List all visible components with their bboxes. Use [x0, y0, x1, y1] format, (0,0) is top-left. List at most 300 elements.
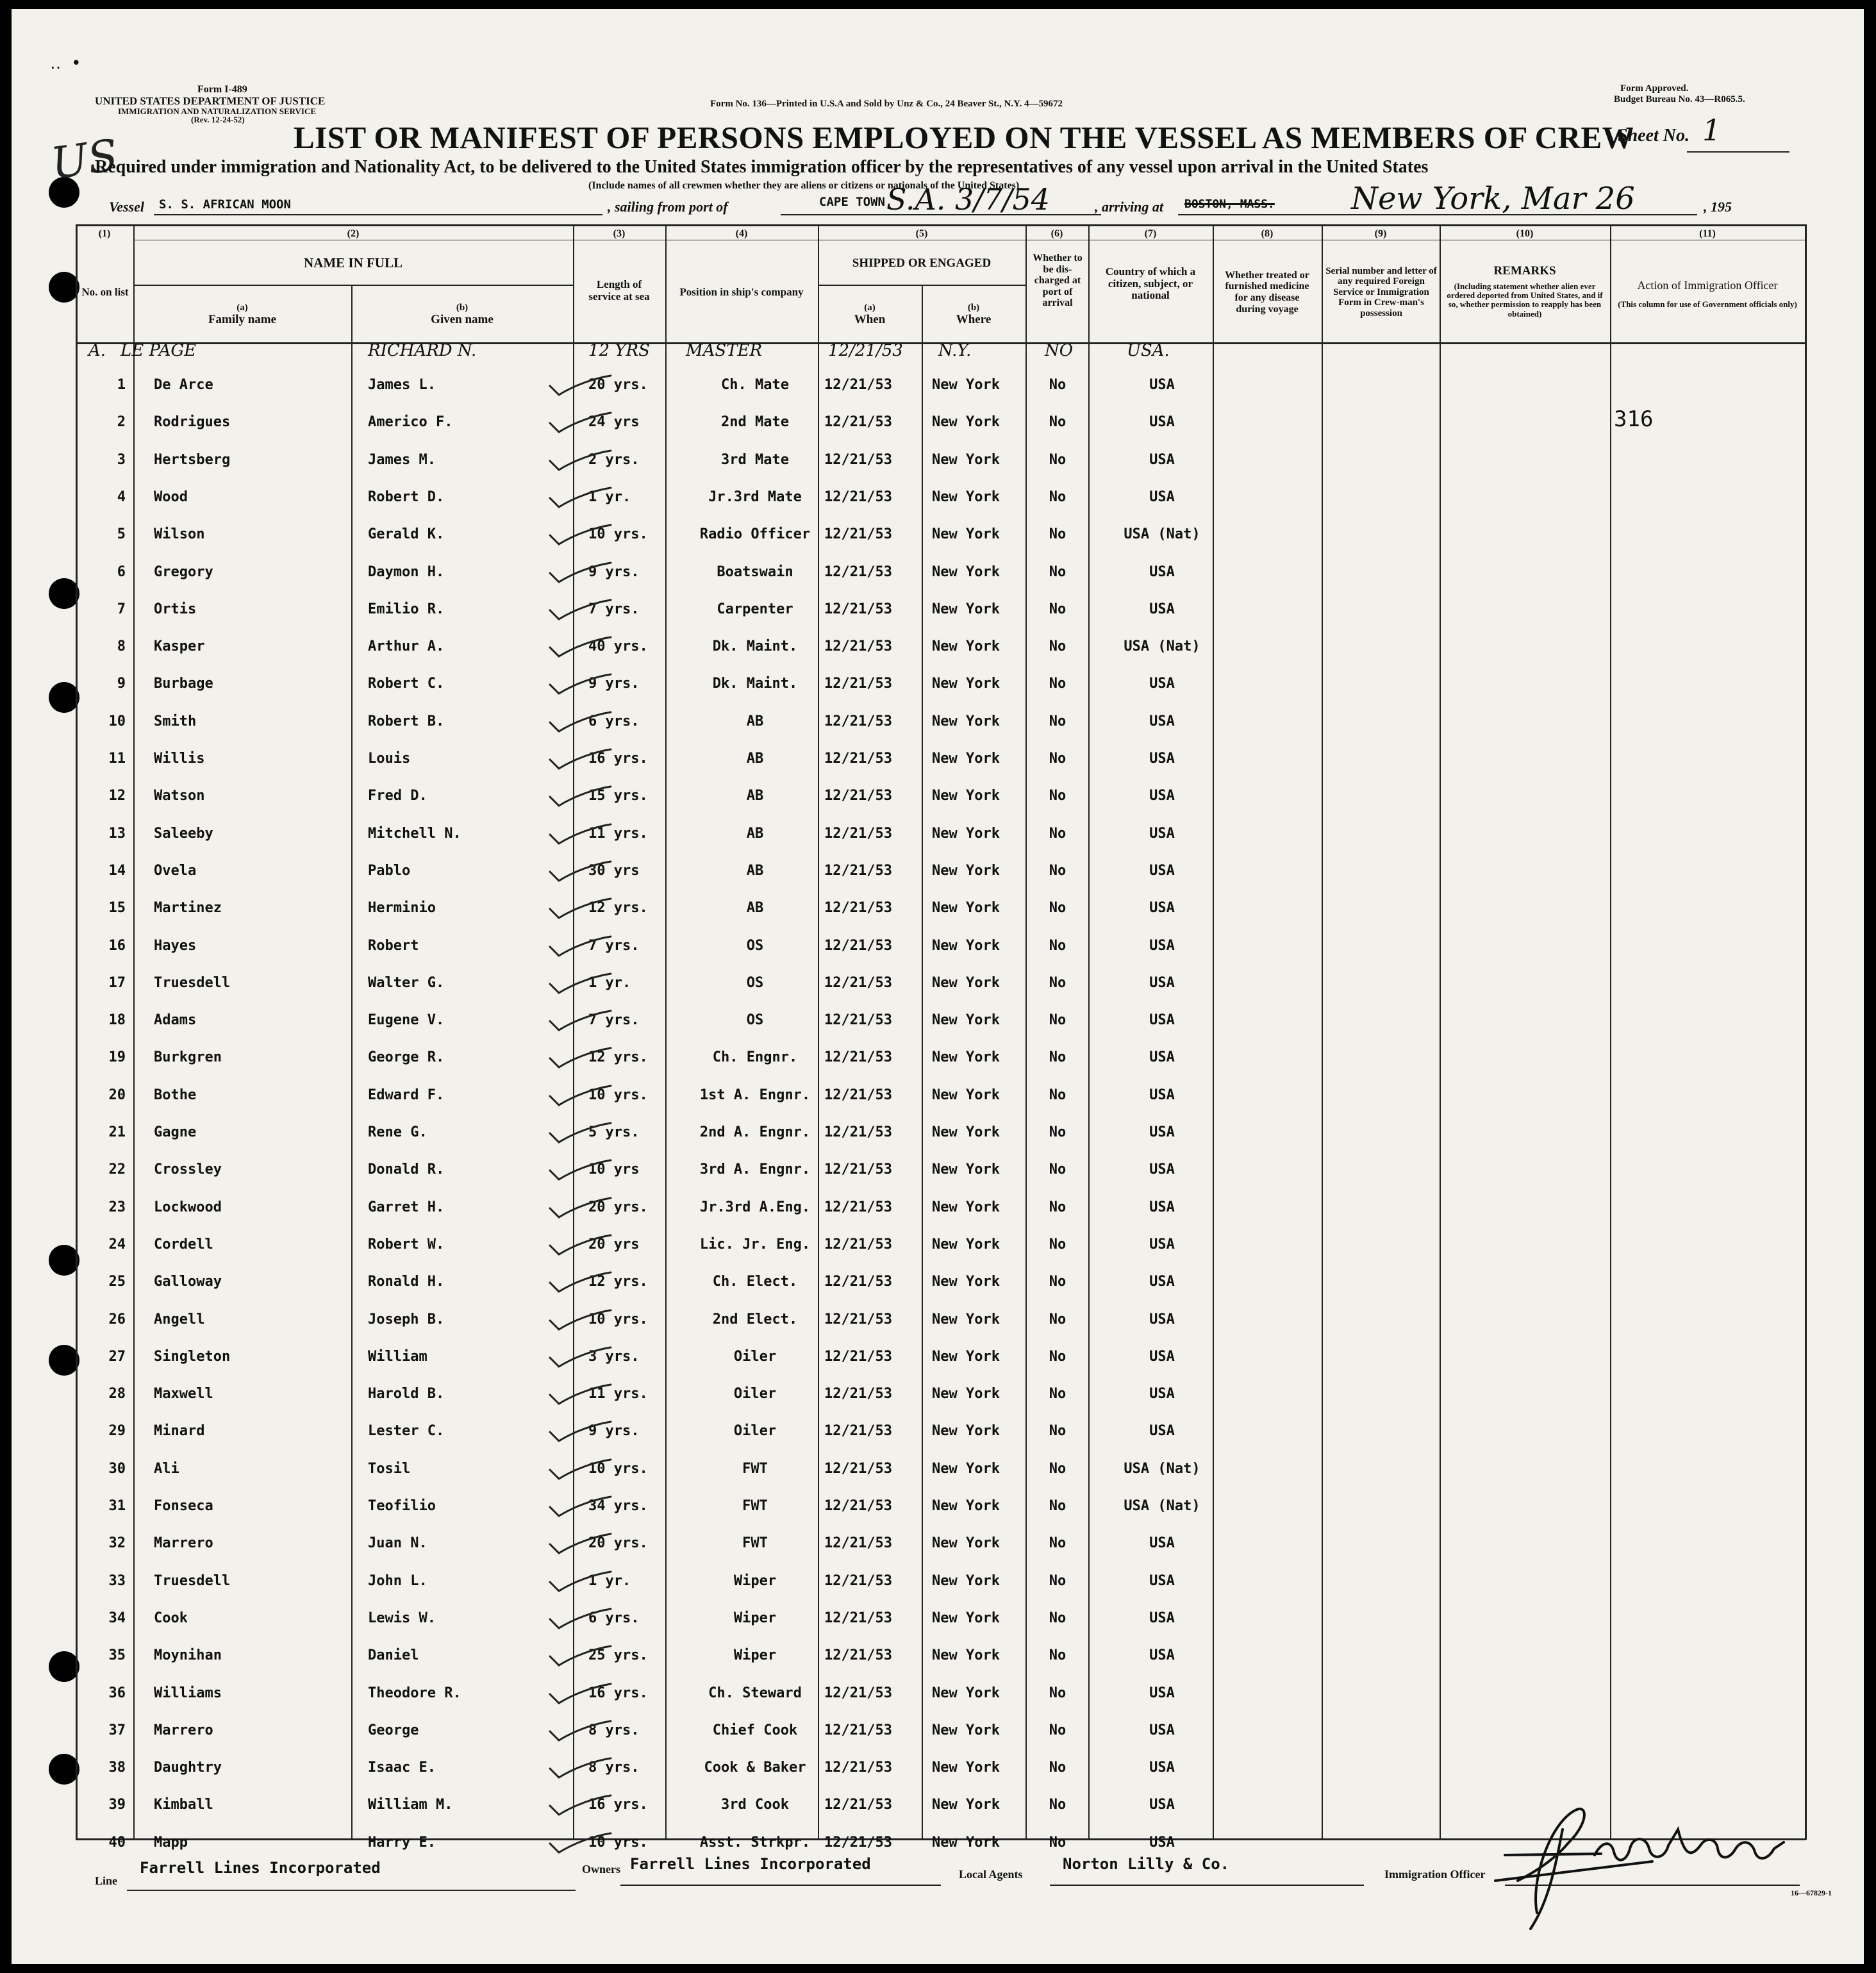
check-mark-icon: [544, 1418, 614, 1444]
length-of-service: 3 yrs.: [588, 1348, 640, 1365]
shipped-when: 12/21/53: [824, 788, 892, 804]
shipped-where: New York: [932, 1199, 1000, 1215]
table-row: [12, 1229, 1864, 1266]
given-name: Garret H.: [368, 1199, 445, 1215]
family-name: Bothe: [154, 1086, 197, 1103]
row-number: 26: [108, 1311, 126, 1328]
nationality: USA: [1149, 451, 1175, 468]
family-name: Martinez: [154, 900, 222, 917]
port-of-departure: CAPE TOWN: [819, 195, 885, 209]
row-number: 28: [108, 1386, 126, 1403]
shipped-where: New York: [932, 1012, 1000, 1029]
position: Wiper: [733, 1647, 777, 1664]
discharged: No: [1049, 1647, 1067, 1664]
discharged: No: [1049, 1274, 1067, 1290]
owners-value: Farrell Lines Incorporated: [630, 1855, 871, 1873]
year-label: , 195: [1704, 199, 1732, 215]
shipped-where: New York: [932, 1311, 1000, 1328]
discharged: No: [1049, 488, 1067, 505]
row-number: 3: [117, 451, 126, 468]
shipped-where: New York: [932, 1348, 1000, 1365]
check-mark-icon: [544, 820, 614, 846]
family-name: Adams: [154, 1012, 197, 1029]
row-number: 8: [117, 638, 126, 655]
row-number: 7: [117, 601, 126, 617]
discharged: No: [1049, 1161, 1067, 1178]
position: Chief Cook: [712, 1722, 798, 1738]
corner-marks: ‥ •: [50, 54, 81, 73]
length-of-service: 15 yrs.: [588, 788, 648, 804]
length-of-service: 1 yr.: [588, 974, 631, 991]
row-number: 12: [108, 788, 126, 804]
family-name: Angell: [154, 1311, 205, 1328]
discharged: No: [1049, 1348, 1067, 1365]
shipped-when: 12/21/53: [824, 1722, 892, 1738]
table-row: [12, 892, 1864, 929]
discharged: No: [1049, 601, 1067, 617]
check-mark-icon: [544, 1642, 614, 1668]
line-value: Farrell Lines Incorporated: [140, 1859, 381, 1877]
nationality: USA: [1149, 751, 1175, 767]
shipped-where: New York: [932, 601, 1000, 617]
row-number: 31: [108, 1498, 126, 1514]
service-name: IMMIGRATION AND NATURALIZATION SERVICE: [118, 106, 317, 116]
check-mark-icon: [544, 447, 614, 472]
given-name: George R.: [368, 1049, 445, 1066]
shipped-when: 12/21/53: [824, 1797, 892, 1813]
given-name: John L.: [368, 1572, 427, 1589]
shipped-when: 12/21/53: [824, 1760, 892, 1776]
position: FWT: [742, 1498, 768, 1514]
subnote: (Include names of all crewmen whether they are aliens or citizens or nationals of the United States): [588, 180, 1020, 191]
row-number: 1: [117, 377, 126, 393]
shipped-where: New York: [932, 414, 1000, 431]
shipped-when: 12/21/53: [824, 1647, 892, 1664]
row-number: 20: [108, 1086, 126, 1103]
header-remarks-title: REMARKS: [1493, 263, 1556, 278]
row-number: 22: [108, 1161, 126, 1178]
stamped-number: 316: [1614, 406, 1654, 432]
shipped-where: New York: [932, 1460, 1000, 1477]
check-mark-icon: [544, 1044, 614, 1070]
shipped-where: New York: [932, 788, 1000, 804]
given-name: Harold B.: [368, 1386, 445, 1403]
position: 3rd A. Engnr.: [699, 1161, 811, 1178]
header-given-label: Given name: [431, 312, 494, 326]
nationality: USA: [1149, 1610, 1175, 1626]
nationality: USA: [1149, 1161, 1175, 1178]
discharged: No: [1049, 974, 1067, 991]
shipped-where: New York: [932, 1797, 1000, 1813]
check-mark-icon: [544, 670, 614, 696]
given-name: Teofilio: [368, 1498, 436, 1514]
shipped-when: 12/21/53: [824, 1124, 892, 1140]
given-name: Daniel: [368, 1647, 419, 1664]
discharged: No: [1049, 1834, 1067, 1851]
header-action: [1616, 246, 1798, 342]
header-shipped-or-engaged: SHIPPED OR ENGAGED: [852, 256, 992, 270]
discharged: No: [1049, 1199, 1067, 1215]
position: AB: [746, 788, 764, 804]
discharged: No: [1049, 414, 1067, 431]
shipped-where: New York: [932, 1236, 1000, 1253]
discharged: No: [1049, 526, 1067, 543]
header-when-sub: (a): [864, 303, 876, 313]
shipped-where: New York: [932, 1161, 1000, 1178]
owners-label: Owners: [582, 1863, 620, 1876]
vessel-label: Vessel: [109, 199, 144, 215]
given-name: Harry E.: [368, 1834, 436, 1851]
check-mark-icon: [544, 1456, 614, 1481]
sheet-number-label: Sheet No.: [1618, 126, 1689, 146]
nationality: USA: [1149, 1535, 1175, 1552]
shipped-when: 12/21/53: [824, 1236, 892, 1253]
length-of-service: 20 yrs.: [588, 1535, 648, 1552]
family-name: Gregory: [154, 563, 213, 580]
table-row: [12, 1378, 1864, 1415]
table-row: [12, 780, 1864, 817]
discharged: No: [1049, 862, 1067, 879]
discharged: No: [1049, 1572, 1067, 1589]
nationality: USA: [1149, 862, 1175, 879]
nationality: USA: [1149, 713, 1175, 729]
shipped-when: 12/21/53: [824, 451, 892, 468]
shipped-where: New York: [932, 1049, 1000, 1066]
owners-underline: [620, 1885, 941, 1886]
table-row: [12, 1154, 1864, 1191]
shipped-when: 12/21/53: [824, 1685, 892, 1701]
family-name: Ovela: [154, 862, 197, 879]
check-mark-icon: [544, 708, 614, 734]
position: Wiper: [733, 1610, 777, 1626]
nationality: USA: [1149, 1348, 1175, 1365]
approval-block: [1614, 83, 1745, 106]
table-row: [12, 1117, 1864, 1154]
master-given: RICHARD N.: [368, 341, 477, 360]
row-number: 24: [108, 1236, 126, 1253]
given-name: Robert W.: [368, 1236, 445, 1253]
shipped-when: 12/21/53: [824, 1834, 892, 1851]
family-name: Crossley: [154, 1161, 222, 1178]
given-name: Juan N.: [368, 1535, 427, 1552]
check-mark-icon: [544, 858, 614, 883]
position: Lic. Jr. Eng.: [699, 1236, 811, 1253]
shipped-when: 12/21/53: [824, 1086, 892, 1103]
table-row: [12, 481, 1864, 519]
position: Dk. Maint.: [712, 676, 798, 692]
check-mark-icon: [544, 409, 614, 435]
header-family-label: Family name: [208, 312, 277, 326]
table-row: [12, 1415, 1864, 1453]
discharged: No: [1049, 1311, 1067, 1328]
check-mark-icon: [544, 1605, 614, 1631]
nationality: USA: [1149, 563, 1175, 580]
shipped-where: New York: [932, 1685, 1000, 1701]
check-mark-icon: [544, 1530, 614, 1556]
given-name: Edward F.: [368, 1086, 445, 1103]
master-when: 12/21/53: [828, 341, 903, 360]
sheet-number-value: 1: [1702, 113, 1722, 147]
given-name: William M.: [368, 1797, 453, 1813]
length-of-service: 7 yrs.: [588, 1012, 640, 1029]
family-name: Willis: [154, 751, 205, 767]
discharged: No: [1049, 638, 1067, 655]
shipped-where: New York: [932, 1722, 1000, 1738]
shipped-when: 12/21/53: [824, 414, 892, 431]
given-name: Daymon H.: [368, 563, 445, 580]
header-remarks-note: (Including statement whether alien ever ordered deported from United States, and if so, whether permission to reapply has been obtained): [1447, 281, 1603, 319]
family-name: Truesdell: [154, 974, 231, 991]
colnum-8: (8): [1261, 228, 1274, 239]
length-of-service: 16 yrs.: [588, 751, 648, 767]
table-row: [12, 594, 1864, 631]
nationality: USA: [1149, 1311, 1175, 1328]
given-name: Robert C.: [368, 676, 445, 692]
discharged: No: [1049, 1124, 1067, 1140]
header-name-in-full: NAME IN FULL: [303, 255, 403, 271]
shipped-when: 12/21/53: [824, 1572, 892, 1589]
shipped-when: 12/21/53: [824, 1049, 892, 1066]
position: 3rd Cook: [721, 1797, 789, 1813]
row-number: 34: [108, 1610, 126, 1626]
position: AB: [746, 713, 764, 729]
header-given-name: [351, 287, 573, 342]
shipped-where: New York: [932, 1572, 1000, 1589]
position: Jr.3rd A.Eng.: [699, 1199, 811, 1215]
check-mark-icon: [544, 1493, 614, 1519]
discharged: No: [1049, 713, 1067, 729]
check-mark-icon: [544, 1082, 614, 1108]
shipped-where: New York: [932, 1535, 1000, 1552]
shipped-where: New York: [932, 713, 1000, 729]
table-row: [12, 967, 1864, 1004]
department-name: UNITED STATES DEPARTMENT OF JUSTICE: [95, 94, 326, 107]
length-of-service: 10 yrs: [588, 1161, 640, 1178]
discharged: No: [1049, 1535, 1067, 1552]
discharged: No: [1049, 1797, 1067, 1813]
master-no: A.: [88, 341, 106, 360]
shipped-where: New York: [932, 676, 1000, 692]
row-number: 5: [117, 526, 126, 543]
family-name: Daughtry: [154, 1760, 222, 1776]
position: Dk. Maint.: [712, 638, 798, 655]
row-number: 18: [108, 1012, 126, 1029]
shipped-when: 12/21/53: [824, 563, 892, 580]
shipped-when: 12/21/53: [824, 1348, 892, 1365]
arriving-label: , arriving at: [1095, 199, 1163, 215]
length-of-service: 20 yrs.: [588, 377, 648, 393]
shipped-where: New York: [932, 937, 1000, 954]
discharged: No: [1049, 1722, 1067, 1738]
length-of-service: 1 yr.: [588, 488, 631, 505]
check-mark-icon: [544, 1119, 614, 1145]
length-of-service: 8 yrs.: [588, 1760, 640, 1776]
row-number: 6: [117, 563, 126, 580]
given-name: Lester C.: [368, 1423, 445, 1440]
vessel-name: S. S. AFRICAN MOON: [159, 197, 291, 212]
length-of-service: 8 yrs.: [588, 1722, 640, 1738]
row-number: 21: [108, 1124, 126, 1140]
family-name: Ortis: [154, 601, 197, 617]
hole-punch: [49, 272, 79, 303]
table-row: [12, 1192, 1864, 1229]
discharged: No: [1049, 937, 1067, 954]
family-name: Fonseca: [154, 1498, 213, 1514]
shipped-where: New York: [932, 638, 1000, 655]
shipped-where: New York: [932, 451, 1000, 468]
position: Carpenter: [717, 601, 793, 617]
discharged: No: [1049, 1498, 1067, 1514]
discharged: No: [1049, 1386, 1067, 1403]
family-name: Watson: [154, 788, 205, 804]
colnum-10: (10): [1516, 228, 1534, 239]
row-number: 19: [108, 1049, 126, 1066]
header-given-sub: (b): [456, 303, 469, 313]
discharged: No: [1049, 377, 1067, 393]
shipped-when: 12/21/53: [824, 1610, 892, 1626]
department-header: [95, 85, 428, 124]
family-name: Mapp: [154, 1834, 188, 1851]
header-length-of-service: Length of service at sea: [588, 278, 650, 303]
header-where: [922, 287, 1025, 342]
check-mark-icon: [544, 1680, 614, 1706]
table-row: [12, 1341, 1864, 1378]
form-code: 16—67829-1: [1791, 1888, 1832, 1897]
length-of-service: 6 yrs.: [588, 713, 640, 729]
table-row: [12, 930, 1864, 967]
position: Wiper: [733, 1572, 777, 1589]
header-country: Country of which a citizen, subject, or national: [1105, 265, 1196, 302]
row-number: 13: [108, 825, 126, 842]
nationality: USA: [1149, 1834, 1175, 1851]
colnum-2: (2): [347, 228, 360, 239]
table-row: [12, 1304, 1864, 1341]
agents-label: Local Agents: [959, 1868, 1023, 1881]
nationality: USA: [1149, 1049, 1175, 1066]
header-medicine: Whether treated or furnished medicine for any disease during voyage: [1225, 269, 1309, 315]
given-name: Eugene V.: [368, 1012, 445, 1029]
family-name: Moynihan: [154, 1647, 222, 1664]
length-of-service: 7 yrs.: [588, 601, 640, 617]
nationality: USA: [1149, 1236, 1175, 1253]
nationality: USA: [1149, 1647, 1175, 1664]
row-number: 23: [108, 1199, 126, 1215]
check-mark-icon: [544, 1381, 614, 1406]
nationality: USA: [1149, 937, 1175, 954]
family-name: Truesdell: [154, 1572, 231, 1589]
length-of-service: 10 yrs.: [588, 1311, 648, 1328]
header-where-label: Where: [956, 312, 992, 326]
table-row: [12, 444, 1864, 481]
table-row: [12, 369, 1864, 406]
discharged: No: [1049, 788, 1067, 804]
table-row: [12, 668, 1864, 705]
given-name: Arthur A.: [368, 638, 445, 655]
officer-label: Immigration Officer: [1384, 1868, 1486, 1881]
discharged: No: [1049, 825, 1067, 842]
position: 2nd Elect.: [712, 1311, 798, 1328]
shipped-where: New York: [932, 825, 1000, 842]
given-name: Louis: [368, 751, 411, 767]
shipped-when: 12/21/53: [824, 488, 892, 505]
shipped-where: New York: [932, 377, 1000, 393]
table-row: [12, 556, 1864, 594]
check-mark-icon: [544, 484, 614, 510]
family-name: Burkgren: [154, 1049, 222, 1066]
table-row: [12, 1453, 1864, 1490]
position: 2nd A. Engnr.: [699, 1124, 811, 1140]
given-name: Donald R.: [368, 1161, 445, 1178]
length-of-service: 30 yrs: [588, 862, 640, 879]
table-row: [12, 1528, 1864, 1565]
check-mark-icon: [544, 372, 614, 397]
shipped-where: New York: [932, 900, 1000, 917]
check-mark-icon: [544, 1568, 614, 1594]
nationality: USA: [1149, 825, 1175, 842]
master-family: LE PAGE: [120, 341, 197, 360]
table-row: [12, 1715, 1864, 1752]
given-name: Herminio: [368, 900, 436, 917]
shipped-when: 12/21/53: [824, 862, 892, 879]
position: AB: [746, 751, 764, 767]
position: OS: [746, 1012, 764, 1029]
shipped-when: 12/21/53: [824, 1386, 892, 1403]
arrival-port-struck: BOSTON, MASS.: [1184, 197, 1275, 211]
row-number: 25: [108, 1274, 126, 1290]
discharged: No: [1049, 1423, 1067, 1440]
family-name: Singleton: [154, 1348, 231, 1365]
check-mark-icon: [544, 783, 614, 808]
check-mark-icon: [544, 633, 614, 659]
master-position: MASTER: [686, 341, 763, 360]
family-name: Wood: [154, 488, 188, 505]
table-row: [12, 1490, 1864, 1528]
sailing-label: , sailing from port of: [608, 199, 728, 215]
page-title: LIST OR MANIFEST OF PERSONS EMPLOYED ON THE VESSEL AS MEMBERS OF CREW: [294, 120, 1634, 155]
master-where: N.Y.: [938, 341, 972, 360]
line-label: Line: [95, 1874, 118, 1887]
master-nationality: USA.: [1127, 341, 1170, 360]
nationality: USA: [1149, 1199, 1175, 1215]
family-name: Ali: [154, 1460, 179, 1477]
agents-value: Norton Lilly & Co.: [1063, 1855, 1230, 1873]
shipped-when: 12/21/53: [824, 601, 892, 617]
table-row: [12, 743, 1864, 780]
table-row: [12, 1603, 1864, 1640]
table-row: [12, 1004, 1864, 1042]
discharged: No: [1049, 451, 1067, 468]
table-row: [12, 1565, 1864, 1603]
shipped-when: 12/21/53: [824, 526, 892, 543]
position: AB: [746, 900, 764, 917]
nationality: USA: [1149, 1685, 1175, 1701]
family-name: Cordell: [154, 1236, 213, 1253]
shipped-where: New York: [932, 1760, 1000, 1776]
position: AB: [746, 862, 764, 879]
row-number: 40: [108, 1834, 126, 1851]
length-of-service: 2 yrs.: [588, 451, 640, 468]
family-name: Williams: [154, 1685, 222, 1701]
check-mark-icon: [544, 1754, 614, 1780]
length-of-service: 5 yrs.: [588, 1124, 640, 1140]
row-number: 14: [108, 862, 126, 879]
check-mark-icon: [544, 933, 614, 958]
position: AB: [746, 825, 764, 842]
given-name: Rene G.: [368, 1124, 427, 1140]
position: Oiler: [733, 1386, 777, 1403]
position: Jr.3rd Mate: [708, 488, 802, 505]
length-of-service: 9 yrs.: [588, 563, 640, 580]
